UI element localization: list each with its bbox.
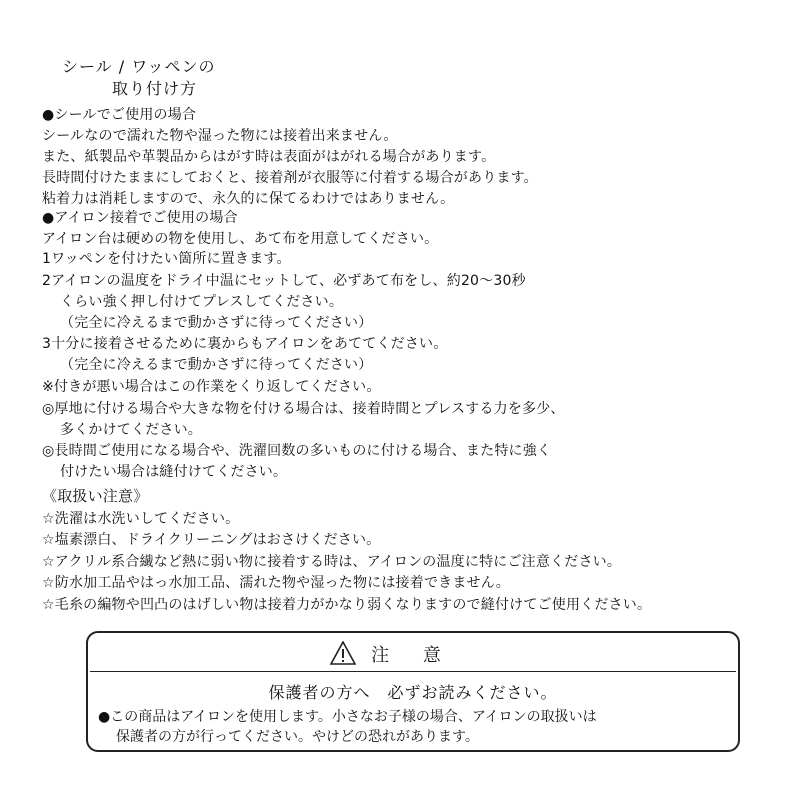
instruction-line: 付けたい場合は縫付けてください。 [60,464,288,480]
instruction-line: 3十分に接着させるために裏からもアイロンをあててください。 [42,336,448,352]
instruction-line: ☆防水加工品やはっ水加工品、濡れた物や湿った物には接着できません。 [42,575,510,591]
instruction-line: ☆洗濯は水洗いしてください。 [42,511,240,527]
instruction-line: ●シールでご使用の場合 [42,107,197,123]
instruction-line: ※付きが悪い場合はこの作業をくり返してください。 [42,379,381,395]
instruction-line: 多くかけてください。 [60,422,202,438]
instruction-line: アイロン台は硬めの物を使用し、あて布を用意してください。 [42,231,439,247]
caution-subtitle: 保護者の方へ 必ずお読みください。 [268,683,558,702]
instruction-line: 2アイロンの温度をドライ中温にセットして、必ずあて布をし、約20〜30秒 [42,273,526,289]
instruction-line: ◎長時間ご使用になる場合や、洗濯回数の多いものに付ける場合、また特に強く [42,443,552,459]
instruction-line: くらい強く押し付けてプレスしてください。 [60,294,344,310]
instruction-line: （完全に冷えるまで動かさずに待ってください） [60,315,373,331]
instruction-line: シールなので濡れた物や湿った物には接着出来ません。 [42,128,398,144]
caution-divider [90,671,736,672]
title-line-2: 取り付け方 [112,79,198,98]
instruction-line: 《取扱い注意》 [42,487,149,505]
instruction-line: ●アイロン接着でご使用の場合 [42,210,238,226]
caution-title: 注 意 [371,645,455,666]
instruction-line: また、紙製品や革製品からはがす時は表面がはがれる場合があります。 [42,149,496,165]
instruction-line: 1ワッペンを付けたい箇所に置きます。 [42,251,291,267]
instruction-line: ☆毛糸の編物や凹凸のはげしい物は接着力がかなり弱くなりますので縫付けてご使用ください。 [42,597,652,613]
instruction-line: ◎厚地に付ける場合や大きな物を付ける場合は、接着時間とプレスする力を多少、 [42,401,565,417]
caution-line-2: 保護者の方が行ってください。やけどの恐れがあります。 [116,729,479,745]
caution-box [86,631,740,752]
instruction-line: 粘着力は消耗しますので、永久的に保てるわけではありません。 [42,191,455,207]
instruction-line: ☆塩素漂白、ドライクリーニングはおさけください。 [42,532,381,548]
instruction-line: ☆アクリル系合繊など熱に弱い物に接着する時は、アイロンの温度に特にご注意ください。 [42,554,622,570]
instruction-line: 長時間付けたままにしておくと、接着剤が衣服等に付着する場合があります。 [42,170,538,186]
caution-line-1: ●この商品はアイロンを使用します。小さなお子様の場合、アイロンの取扱いは [98,709,597,725]
title-line-1: シール / ワッペンの [62,57,216,76]
instruction-line: （完全に冷えるまで動かさずに待ってください） [60,357,373,373]
